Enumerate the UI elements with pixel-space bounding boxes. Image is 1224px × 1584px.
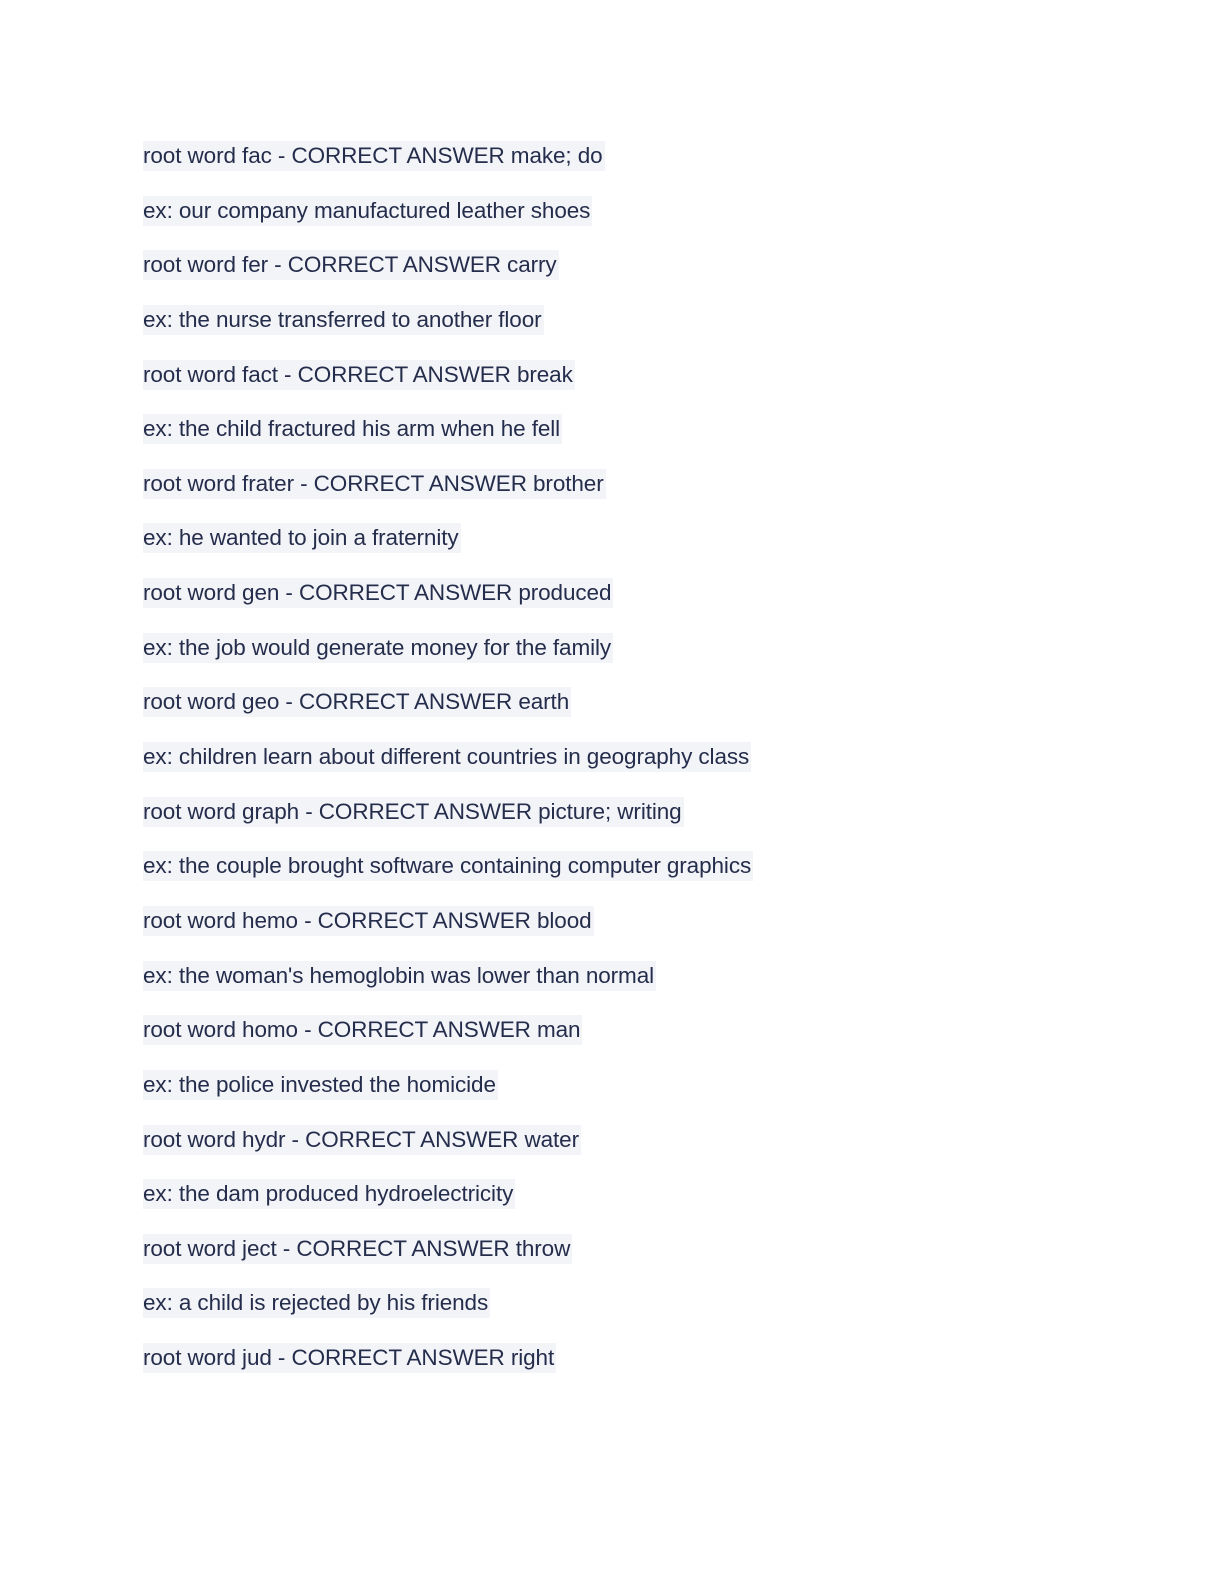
term-line xyxy=(143,250,753,305)
term-text: root word jud - CORRECT ANSWER right xyxy=(143,1343,556,1373)
term-line xyxy=(143,1234,753,1289)
example-text: ex: the police invested the homicide xyxy=(143,1070,498,1100)
term-text: root word geo - CORRECT ANSWER earth xyxy=(143,687,571,717)
flashcard-list xyxy=(143,141,753,1398)
term-line xyxy=(143,360,753,415)
term-line xyxy=(143,1015,753,1070)
example-text: ex: the nurse transferred to another floor xyxy=(143,305,544,335)
example-line xyxy=(143,196,753,251)
example-text: ex: the job would generate money for the family xyxy=(143,633,613,663)
example-text: ex: the woman's hemoglobin was lower than normal xyxy=(143,961,656,991)
term-line xyxy=(143,797,753,852)
term-line xyxy=(143,141,753,196)
example-text: ex: a child is rejected by his friends xyxy=(143,1288,490,1318)
example-text: ex: he wanted to join a fraternity xyxy=(143,523,461,553)
term-line xyxy=(143,906,753,961)
example-line xyxy=(143,414,753,469)
term-text: root word hydr - CORRECT ANSWER water xyxy=(143,1125,581,1155)
term-text: root word homo - CORRECT ANSWER man xyxy=(143,1015,582,1045)
term-line xyxy=(143,1343,753,1398)
term-text: root word fer - CORRECT ANSWER carry xyxy=(143,250,559,280)
example-line xyxy=(143,523,753,578)
example-line xyxy=(143,633,753,688)
example-line xyxy=(143,1288,753,1343)
term-line xyxy=(143,687,753,742)
term-text: root word gen - CORRECT ANSWER produced xyxy=(143,578,613,608)
term-text: root word frater - CORRECT ANSWER brother xyxy=(143,469,606,499)
example-text: ex: the dam produced hydroelectricity xyxy=(143,1179,515,1209)
example-line xyxy=(143,1070,753,1125)
example-line xyxy=(143,742,753,797)
term-text: root word graph - CORRECT ANSWER picture; writing xyxy=(143,797,684,827)
term-text: root word fac - CORRECT ANSWER make; do xyxy=(143,141,605,171)
term-text: root word hemo - CORRECT ANSWER blood xyxy=(143,906,594,936)
example-line xyxy=(143,961,753,1016)
example-line xyxy=(143,851,753,906)
term-text: root word ject - CORRECT ANSWER throw xyxy=(143,1234,572,1264)
example-line xyxy=(143,1179,753,1234)
example-line xyxy=(143,305,753,360)
term-line xyxy=(143,1125,753,1180)
term-text: root word fact - CORRECT ANSWER break xyxy=(143,360,575,390)
example-text: ex: our company manufactured leather shoes xyxy=(143,196,592,226)
example-text: ex: the couple brought software containing computer graphics xyxy=(143,851,753,881)
term-line xyxy=(143,469,753,524)
example-text: ex: the child fractured his arm when he fell xyxy=(143,414,562,444)
term-line xyxy=(143,578,753,633)
example-text: ex: children learn about different countries in geography class xyxy=(143,742,751,772)
